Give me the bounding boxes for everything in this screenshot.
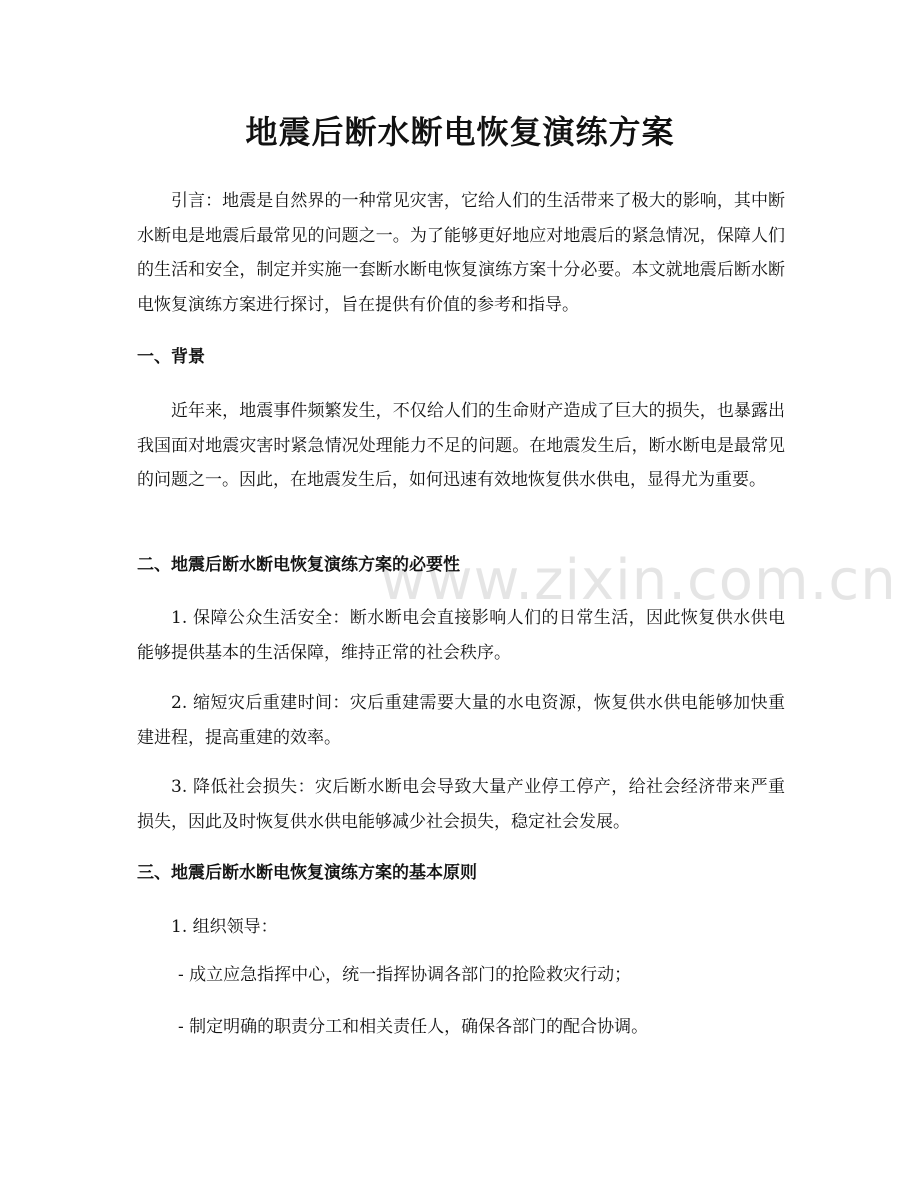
background-paragraph: 近年来，地震事件频繁发生，不仅给人们的生命财产造成了巨大的损失，也暴露出我国面对地震灾害时紧急情况处理能力不足的问题。在地震发生后，断水断电是最常见的问题之一。因此，在地震发生后，如何迅速有效地恢复供水供电，显得尤为重要。 xyxy=(137,401,785,490)
principle-bullet-2: - 制定明确的职责分工和相关责任人，确保各部门的配合协调。 xyxy=(178,1017,649,1037)
watermark: www.zixin.com.cn xyxy=(380,548,897,613)
necessity-item-3: 3. 降低社会损失：灾后断水断电会导致大量产业停工停产，给社会经济带来严重损失，因此及时恢复供水供电能够减少社会损失，稳定社会发展。 xyxy=(137,777,785,832)
necessity-item-2: 2. 缩短灾后重建时间：灾后重建需要大量的水电资源，恢复供水供电能够加快重建进程，提高重建的效率。 xyxy=(137,693,785,748)
section-heading-necessity: 二、地震后断水断电恢复演练方案的必要性 xyxy=(137,555,460,575)
document-title: 地震后断水断电恢复演练方案 xyxy=(245,113,675,151)
section-heading-principles: 三、地震后断水断电恢复演练方案的基本原则 xyxy=(137,863,477,883)
necessity-item-1: 1. 保障公众生活安全：断水断电会直接影响人们的日常生活，因此恢复供水供电能够提供基本的生活保障，维持正常的社会秩序。 xyxy=(137,608,785,663)
intro-paragraph: 引言：地震是自然界的一种常见灾害，它给人们的生活带来了极大的影响，其中断水断电是地震后最常见的问题之一。为了能够更好地应对地震后的紧急情况，保障人们的生活和安全，制定并实施一套断水断电恢复演练方案十分必要。本文就地震后断水断电恢复演练方案进行探讨，旨在提供有价值的参考和指导。 xyxy=(137,191,785,315)
section-heading-background: 一、背景 xyxy=(137,347,205,367)
principle-item-1: 1. 组织领导： xyxy=(171,917,278,937)
principle-bullet-1: - 成立应急指挥中心，统一指挥协调各部门的抢险救灾行动； xyxy=(178,965,632,985)
